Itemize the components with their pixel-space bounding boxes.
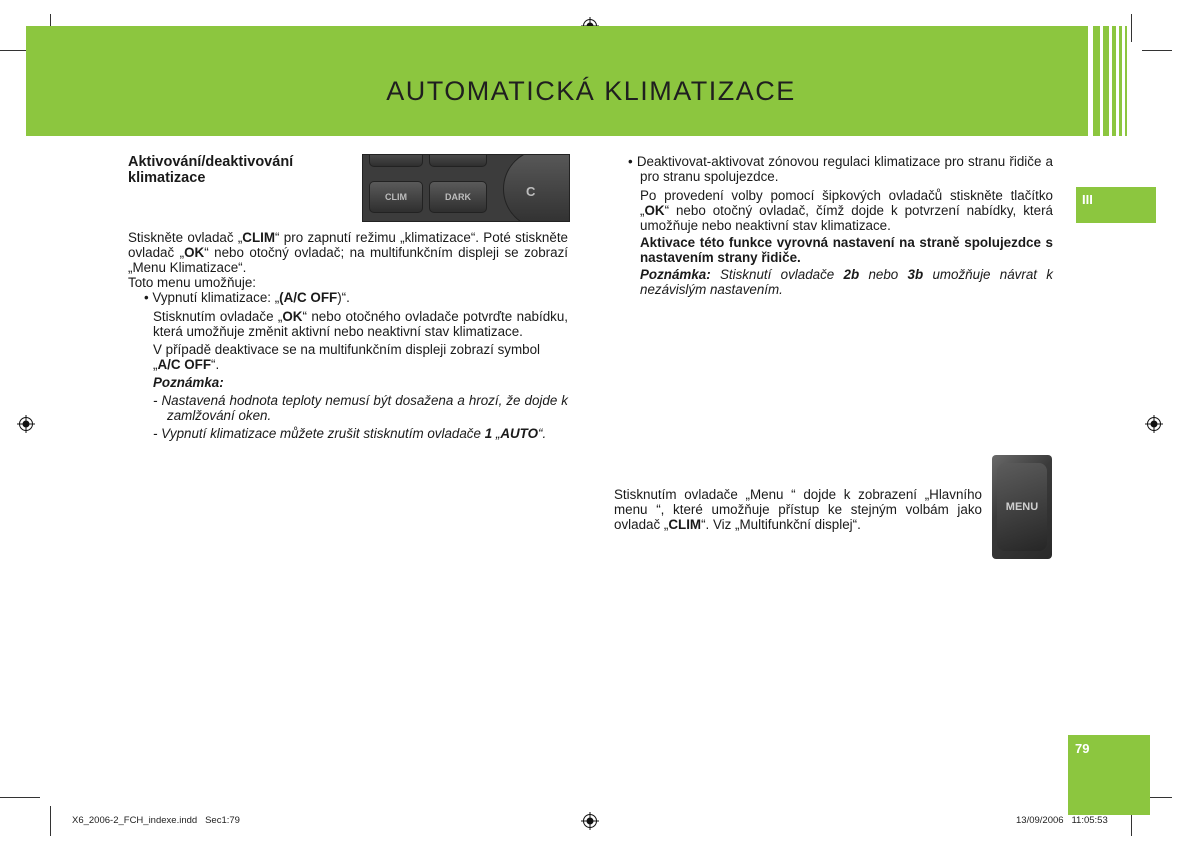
crop-mark: [0, 797, 40, 798]
footer-timestamp: 13/09/2006 11:05:53: [1016, 815, 1108, 826]
crop-mark: [1142, 50, 1172, 51]
right-column: [628, 154, 1053, 297]
paragraph: Po provedení volby pomocí šipkových ovladačů stiskněte tlačítko „OK“ nebo otočný ovladač, čímž dojde k potvrzení nabídky, která umožňuje nebo neaktivní stav klimatizace.: [640, 188, 1053, 233]
note: Poznámka: Stisknutí ovladače 2b nebo 3b umožňuje návrat k nezávislým nastavením.: [640, 267, 1053, 297]
paragraph: Aktivace této funkce vyrovná nastavení na straně spolujezdce s nastavením strany řidiče.: [640, 235, 1053, 265]
menu-key: MENU: [997, 463, 1047, 551]
note-label: Poznámka:: [153, 375, 224, 390]
page-title: AUTOMATICKÁ KLIMATIZACE: [386, 76, 796, 106]
left-heading: [128, 154, 348, 186]
menu-paragraph: [614, 487, 982, 532]
clim-panel-image: [362, 154, 570, 222]
footer-file-info: X6_2006-2_FCH_indexe.indd Sec1:79: [72, 815, 240, 826]
bullet-item: • Vypnutí klimatizace: „(A/C OFF)“.: [144, 290, 350, 305]
c-button: C: [503, 154, 570, 222]
crop-mark: [50, 806, 51, 836]
left-column: [128, 230, 568, 441]
paragraph: Stisknutím ovladače „Menu “ dojde k zobrazení „Hlavního menu “, které umožňuje přístup ke stejným volbám jako ovladač „CLIM“. Viz „Multifunkční displej“.: [614, 487, 982, 532]
paragraph: V případě deaktivace se na multifunkčním displeji zobrazí symbol „A/C OFF“.: [153, 342, 541, 372]
chapter-tab: III: [1076, 187, 1156, 223]
bullet-item: • Deaktivovat-aktivovat zónovou regulaci klimatizace pro stranu řidiče a pro stranu spolujezdce.: [628, 154, 1053, 184]
panel-button-top: [429, 154, 487, 167]
menu-button-image: [992, 455, 1052, 559]
paragraph: Toto menu umožňuje:: [128, 275, 257, 290]
clim-button: CLIM: [369, 181, 423, 213]
registration-mark-icon: [1145, 415, 1163, 433]
registration-mark-icon: [17, 415, 35, 433]
dark-button: DARK: [429, 181, 487, 213]
paragraph: Stiskněte ovladač „CLIM“ pro zapnutí režimu „klimatizace“. Poté stiskněte ovladač „OK“ nebo otočný ovladač; na multifunkčním displeji se zobrazí „Menu Klimatizace“.: [128, 230, 568, 275]
note-item: - Nastavená hodnota teploty nemusí být dosažena a hrozí, že dojde k zamlžování oken.: [153, 393, 568, 423]
section-heading: klimatizace: [128, 170, 206, 186]
panel-button-top: [369, 154, 423, 167]
section-heading: Aktivování/deaktivování: [128, 154, 294, 170]
registration-mark-icon: [581, 812, 599, 830]
note-item: - Vypnutí klimatizace můžete zrušit stisknutím ovladače 1 „AUTO“.: [153, 426, 547, 441]
crop-mark: [1131, 14, 1132, 42]
page-number: 79: [1068, 735, 1150, 815]
paragraph: Stisknutím ovladače „OK“ nebo otočného ovladače potvrďte nabídku, která umožňuje změnit aktivní nebo neaktivní stav klimatizace.: [153, 309, 569, 339]
